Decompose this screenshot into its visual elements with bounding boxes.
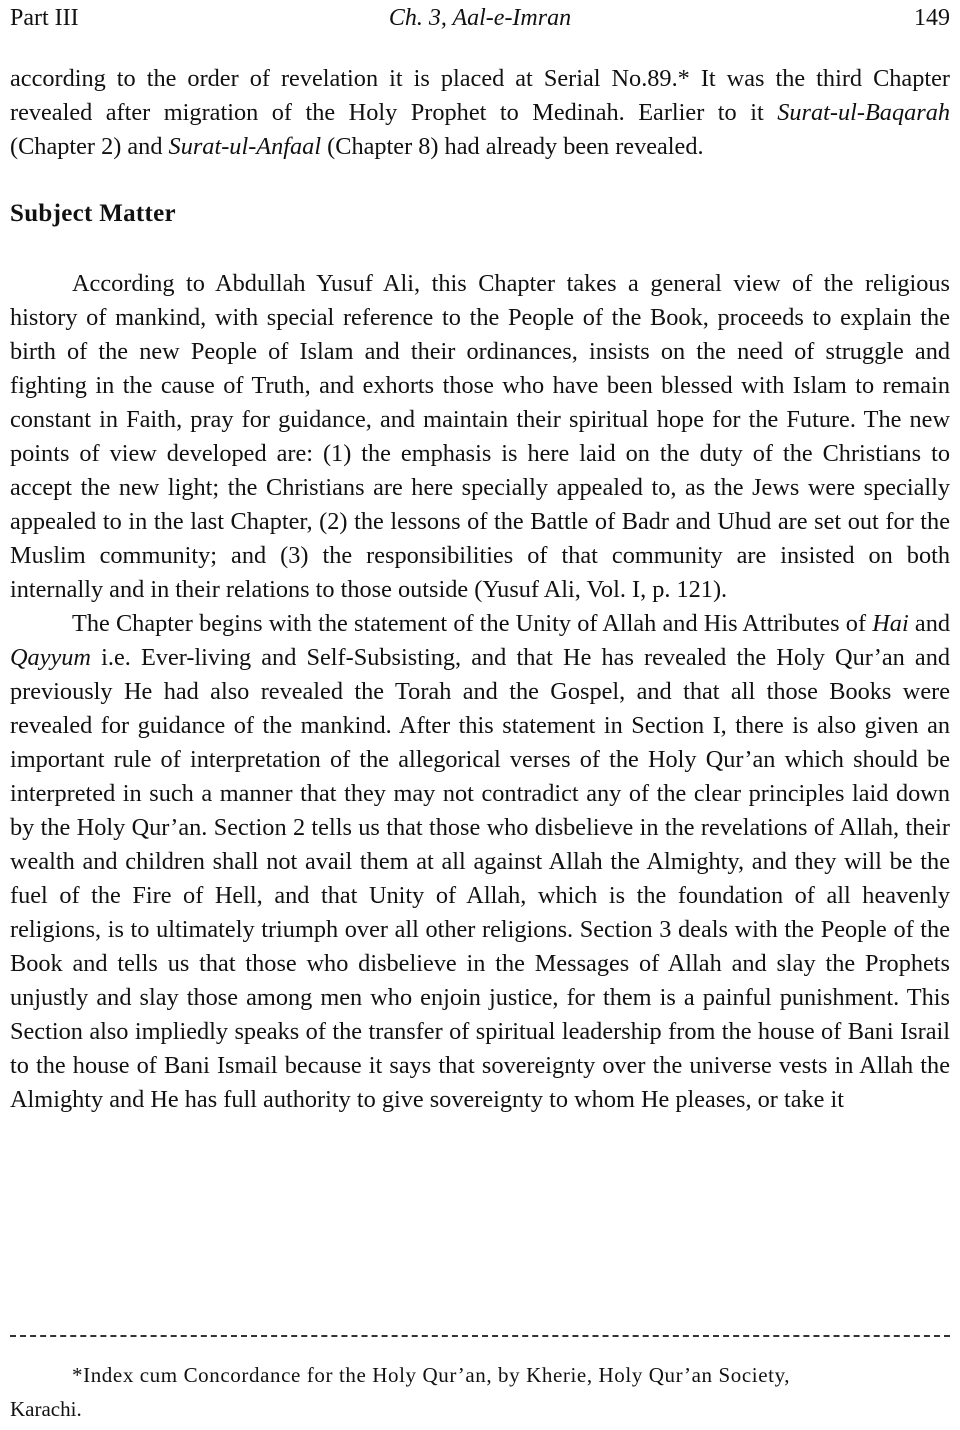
running-header	[10, 0, 950, 36]
book-page	[10, 0, 950, 1117]
attribute-hai: Hai	[872, 610, 909, 637]
part-label: Part III	[10, 5, 79, 31]
surah-name-anfaal: Surat-ul-Anfaal	[168, 133, 322, 160]
paragraph-yusuf-ali: According to Abdullah Yusuf Ali, this Chapter takes a general view of the religious history of mankind, with special reference to the People of the Book, proceeds to explain the birth of the new People of Islam and their ordinances, insists on the need of struggle and fighting in the cause of Truth, and exhorts those who have been blessed with Islam to remain constant in Faith, pray for guidance, and maintain their spiritual hope for the Future. The new points of view developed are: (1) the emphasis is here laid on the duty of the Christians to accept the new light; the Christians are here specially appealed to, as the Jews were specially appealed to in the last Chapter, (2) the lessons of the Battle of Badr and Uhud are set out for the Muslim community; and (3) the responsibilities of that community are insisted on both internally and in their relations to those outside (Yusuf Ali, Vol. I, p. 121).	[10, 270, 950, 603]
attribute-qayyum: Qayyum	[10, 644, 91, 671]
intro-paragraph	[10, 62, 950, 164]
paragraph-chapter-summary	[10, 607, 950, 1117]
summary-text-1: The Chapter begins with the statement of the Unity of Allah and His Attributes of	[72, 610, 873, 637]
summary-text-2: and	[908, 610, 951, 637]
summary-text-3: i.e. Ever-living and Self-Subsisting, and that He has revealed the Holy Qur’an and previously He had also revealed the Torah and the Gospel, and that all those Books were revealed for guidance of the mankind. After this statement in Section I, there is also given an important rule of interpretation of the allegorical verses of the Holy Qur’an which should be interpreted in such a manner that they may not contradict any of the clear principles laid down by the Holy Qur’an. Section 2 tells us that those who disbelieve in the revelations of Allah, their wealth and children shall not avail them at all against Allah the Almighty, and they will be the fuel of the Fire of Hell, and that Unity of Allah, which is the foundation of all heavenly religions, is to ultimately triumph over all other religions. Section 3 deals with the People of the Book and tells us that those who disbelieve in the Messages of Allah and slay the Prophets unjustly and slay those among men who enjoin justice, for them is a painful punishment. This Section also impliedly speaks of the transfer of spiritual leadership from the house of Bani Israil to the house of Bani Ismail because it says that sovereignty over the universe vests in Allah the Almighty and He has full authority to give sovereignty to whom He pleases, or take it	[10, 644, 950, 1113]
intro-text-2: (Chapter 2) and	[10, 133, 169, 160]
chapter-title: Ch. 3, Aal-e-Imran	[388, 5, 572, 31]
footnote	[10, 1358, 950, 1426]
intro-text-3: (Chapter 8) had already been revealed.	[321, 133, 704, 160]
footnote-divider	[10, 1335, 950, 1337]
intro-text-1: according to the order of revelation it is placed at Serial No.89.* It was the third Chapter revealed after migration of the Holy Prophet to Medinah. Earlier to it	[10, 65, 950, 126]
section-heading: Subject Matter	[10, 200, 176, 227]
footnote-line-1: *Index cum Concordance for the Holy Qur’an, by Kherie, Holy Qur’an Society,	[72, 1363, 791, 1387]
page-number: 149	[914, 5, 950, 31]
body-text	[10, 62, 950, 1117]
footnote-line-2: Karachi.	[10, 1397, 82, 1421]
surah-name-baqarah: Surat-ul-Baqarah	[777, 99, 950, 126]
